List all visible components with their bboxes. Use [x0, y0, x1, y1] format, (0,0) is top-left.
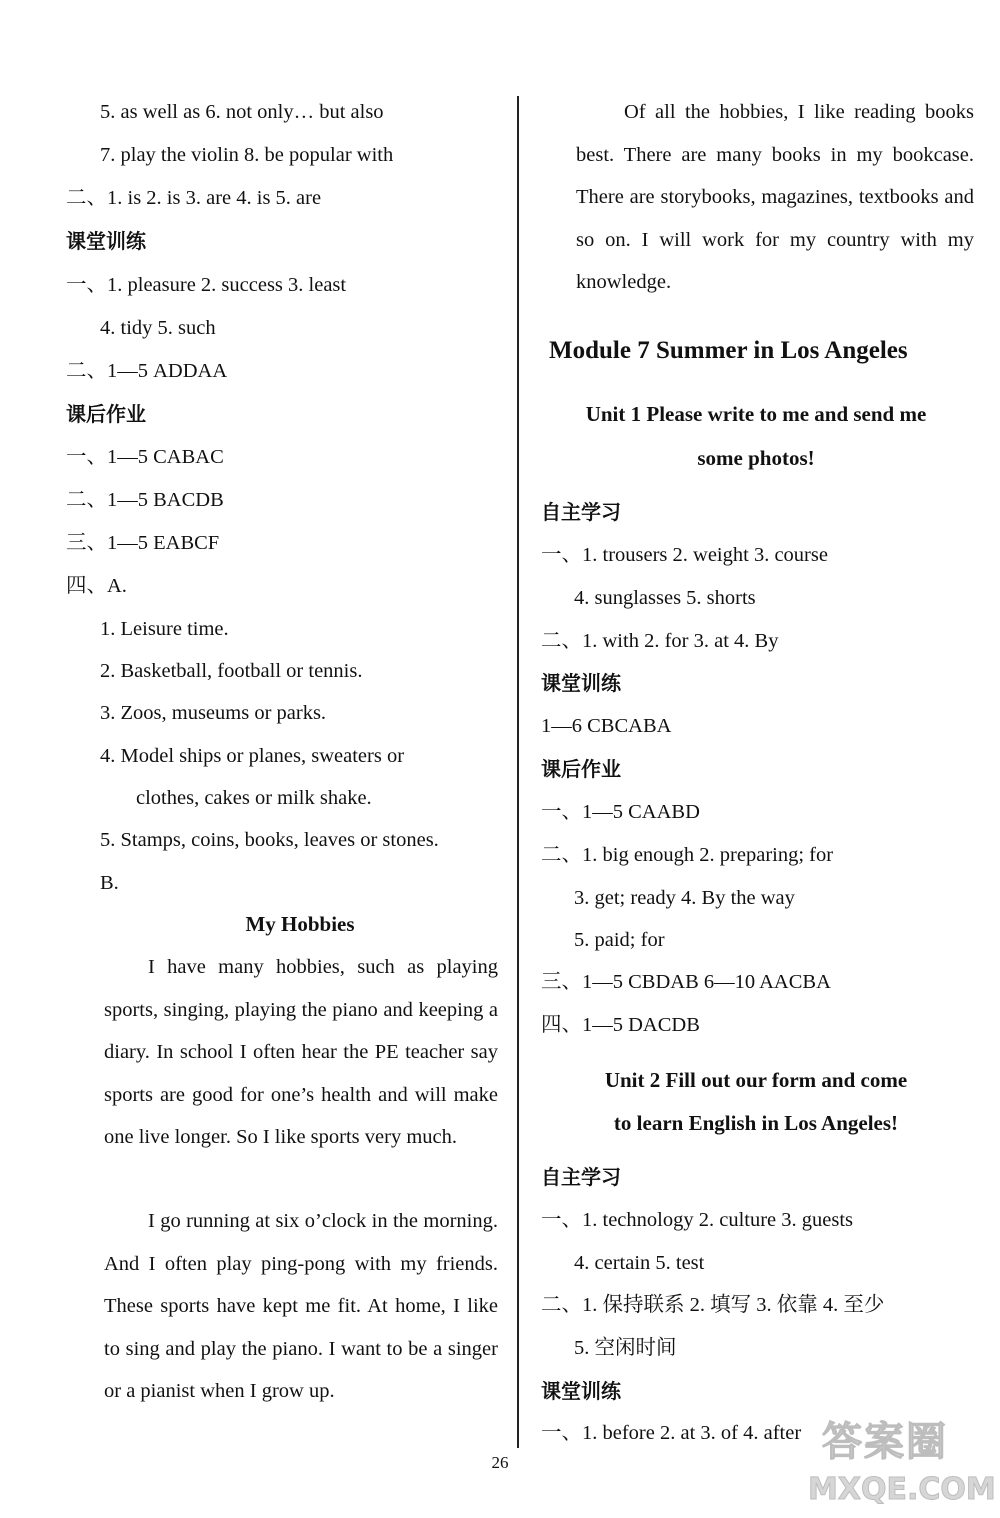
unit-title: to learn English in Los Angeles! [613, 1111, 899, 1135]
answer-line: 一、1. trousers 2. weight 3. course [541, 544, 828, 566]
answer-line: 4. sunglasses 5. shorts [574, 587, 756, 609]
answer-line: B. [100, 872, 119, 894]
unit-title: some photos! [697, 446, 815, 470]
answer-line: 一、1—5 CAABD [541, 801, 700, 823]
answer-line: 二、1. 保持联系 2. 填写 3. 依靠 4. 至少 [541, 1294, 885, 1316]
answer-line: 二、1. with 2. for 3. at 4. By [541, 630, 779, 652]
answer-line: 4. tidy 5. such [100, 317, 216, 339]
watermark-text: 答案圈 [822, 1419, 948, 1465]
answer-line: 三、1—5 CBDAB 6—10 AACBA [541, 971, 831, 993]
answer-line: 5. as well as 6. not only… but also [100, 101, 384, 123]
section-heading: 课堂训练 [66, 229, 146, 253]
essay-paragraph: I have many hobbies, such as playing sports, singing, playing the piano and keeping a diary. In school I often hear the PE teacher say sports are good for one’s health and will make one live longer. So I like sports very much. [104, 956, 498, 1149]
answer-line: 7. play the violin 8. be popular with [100, 144, 394, 166]
page-number: 26 [491, 1453, 509, 1472]
answer-line: 4. certain 5. test [574, 1252, 705, 1274]
section-heading: 自主学习 [541, 500, 621, 524]
watermark-logo [808, 1410, 994, 1518]
answer-line: 一、1. pleasure 2. success 3. least [66, 274, 347, 296]
answer-line: 1—6 CBCABA [541, 715, 672, 737]
answer-line: 5. Stamps, coins, books, leaves or stones. [100, 829, 439, 851]
section-heading: 课堂训练 [541, 671, 621, 695]
answer-line: 二、1—5 ADDAA [66, 360, 228, 382]
section-heading: 课后作业 [541, 757, 621, 781]
answer-line: 四、1—5 DACDB [541, 1014, 700, 1036]
answer-line: 二、1. big enough 2. preparing; for [541, 844, 834, 866]
answer-line: 5. 空闲时间 [574, 1337, 677, 1359]
answer-line: 一、1. technology 2. culture 3. guests [541, 1209, 854, 1231]
answer-line: 2. Basketball, football or tennis. [100, 660, 363, 682]
essay-title: My Hobbies [245, 912, 355, 936]
answer-line: 四、A. [66, 575, 127, 597]
section-heading: 课后作业 [66, 402, 146, 426]
module-title: Module 7 Summer in Los Angeles [549, 337, 908, 364]
answer-line: 3. get; ready 4. By the way [574, 887, 795, 909]
essay-paragraph: Of all the hobbies, I like reading books best. There are many books in my bookcase. There are storybooks, magazines, textbooks and so on. I will work for my country with my knowledge. [576, 101, 974, 294]
unit-title: Unit 2 Fill out our form and come [604, 1068, 908, 1092]
answer-line: 3. Zoos, museums or parks. [100, 702, 327, 724]
unit-title: Unit 1 Please write to me and send me [585, 402, 927, 426]
answer-line: 二、1—5 BACDB [66, 489, 224, 511]
answer-line: clothes, cakes or milk shake. [136, 787, 372, 809]
answer-line: 1. Leisure time. [100, 618, 229, 640]
answer-line: 5. paid; for [574, 929, 665, 951]
answer-line: 二、1. is 2. is 3. are 4. is 5. are [66, 187, 322, 209]
column-divider [517, 96, 519, 1448]
answer-line: 一、1—5 CABAC [66, 446, 224, 468]
essay-paragraph: I go running at six o’clock in the morning. And I often play ping-pong with my friends. These sports have kept me fit. At home, I like to sing and play the piano. I want to be a singer or a pianist when I grow up. [104, 1210, 498, 1403]
answer-line: 4. Model ships or planes, sweaters or [100, 745, 405, 767]
section-heading: 课堂训练 [541, 1379, 621, 1403]
section-heading: 自主学习 [541, 1165, 621, 1189]
watermark-url: MXQE.COM [808, 1472, 996, 1507]
answer-line: 一、1. before 2. at 3. of 4. after [541, 1422, 802, 1444]
answer-line: 三、1—5 EABCF [66, 532, 220, 554]
